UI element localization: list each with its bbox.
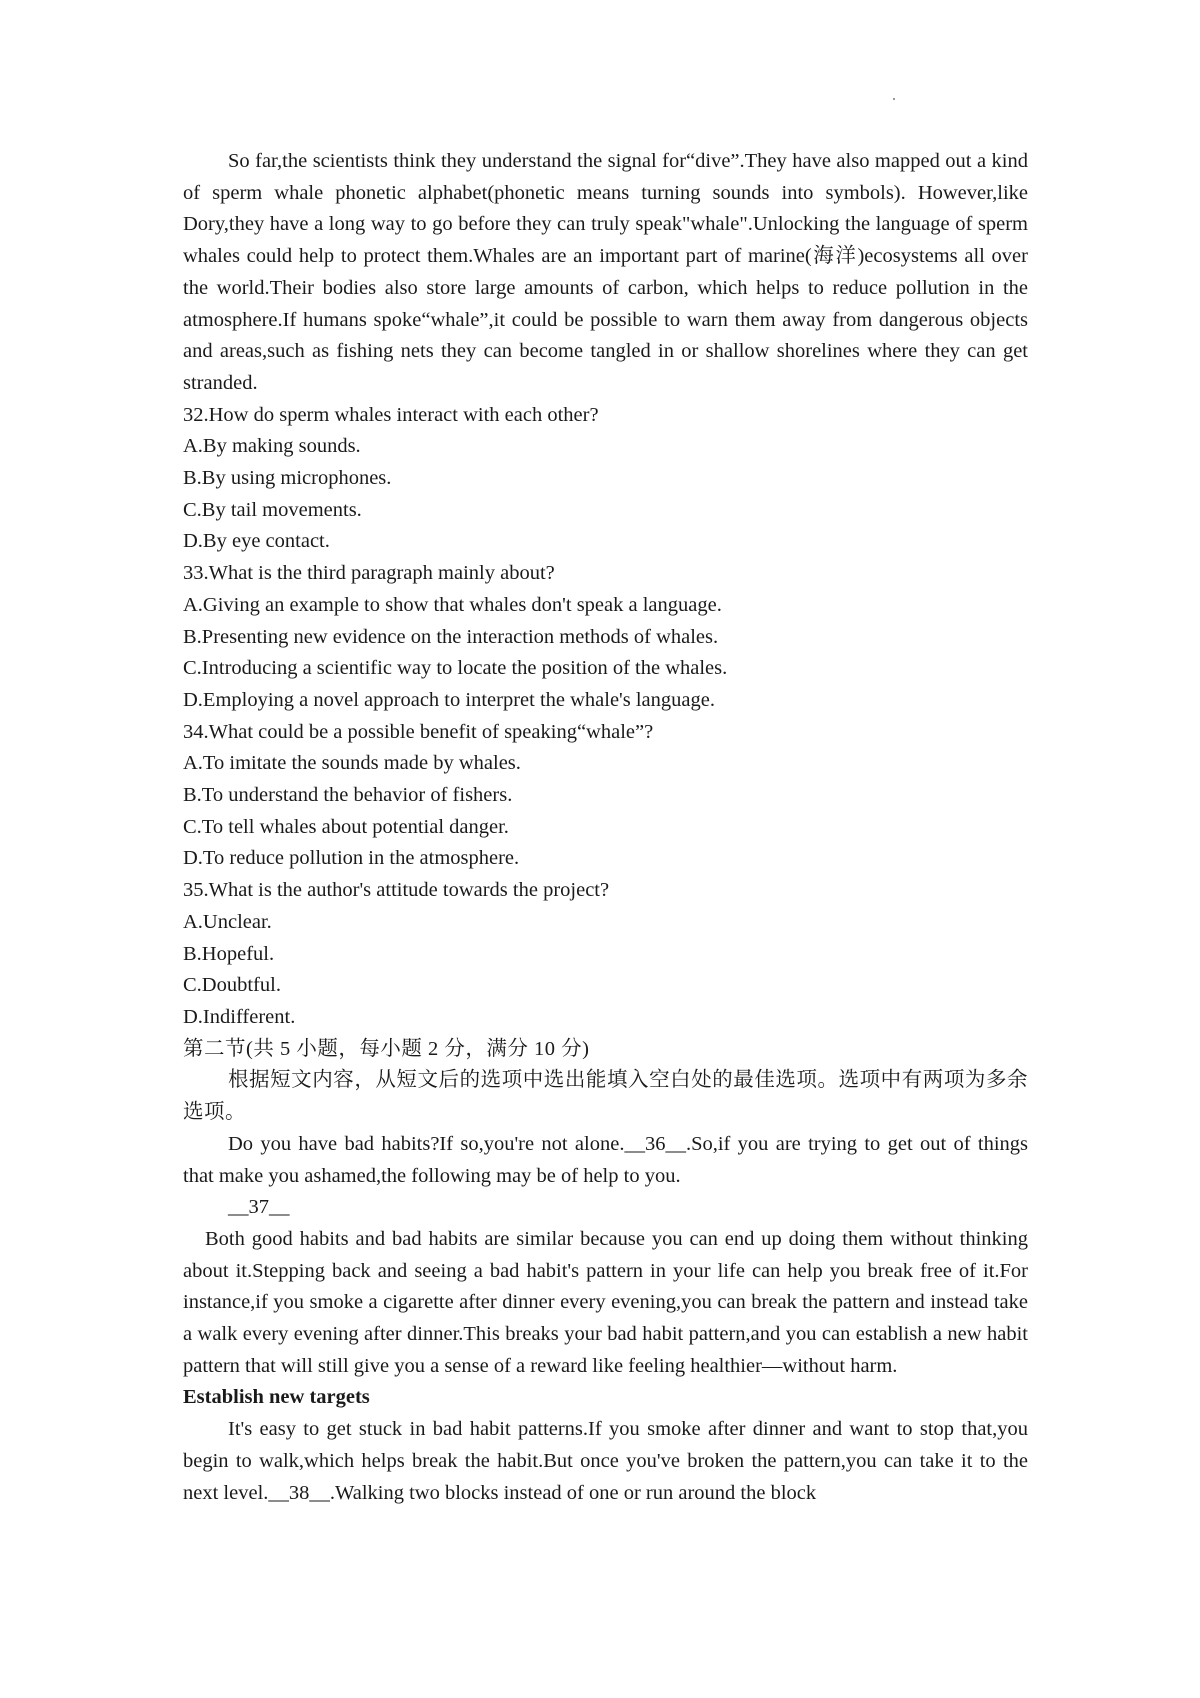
option-d: D.Indifferent. (183, 1005, 296, 1028)
question-stem: 33.What is the third paragraph mainly about? (183, 562, 555, 585)
question-stem: 35.What is the author's attitude towards the project? (183, 879, 610, 902)
option-b: B.To understand the behavior of fishers. (183, 784, 513, 807)
blank-37: __37__ (228, 1196, 290, 1219)
option-d: D.Employing a novel approach to interpret the whale's language. (183, 688, 715, 711)
question-stem: 34.What could be a possible benefit of speaking“whale”? (183, 720, 654, 743)
subheading: Establish new targets (183, 1386, 370, 1409)
option-d: D.To reduce pollution in the atmosphere. (183, 847, 520, 870)
question-35 (183, 875, 1028, 1034)
document-page (183, 146, 1028, 1509)
section-heading: 第二节(共 5 小题，每小题 2 分，满分 10 分) (183, 1037, 590, 1060)
option-a: A.By making sounds. (183, 435, 361, 458)
option-c: C.By tail movements. (183, 498, 362, 521)
scan-speck (893, 98, 895, 100)
new-targets-paragraph: It's easy to get stuck in bad habit patterns.If you smoke after dinner and want to stop that,you begin to walk,which helps break the habit.But once you've broken the pattern,you can take it to the next level.__38__.Walking two blocks instead of one or run around the block (183, 1418, 1028, 1504)
question-32 (183, 400, 1028, 559)
option-b: B.Hopeful. (183, 942, 275, 965)
habit-pattern-paragraph: Both good habits and bad habits are similar because you can end up doing them without thinking about it.Stepping back and seeing a bad habit's pattern in your life can help you break free of it.For instance,if you smoke a cigarette after dinner every evening,you can break the pattern and instead take a walk every evening after dinner.This breaks your bad habit pattern,and you can establish a new habit pattern that will still give you a sense of a reward like feeling healthier—without harm. (183, 1227, 1028, 1377)
question-33 (183, 558, 1028, 717)
question-stem: 32.How do sperm whales interact with each other? (183, 403, 599, 426)
intro-paragraph: Do you have bad habits?If so,you're not alone.__36__.So,if you are trying to get out of things that make you ashamed,the following may be of help to you. (183, 1132, 1028, 1187)
passage-paragraph: So far,the scientists think they understand the signal for“dive”.They have also mapped out a kind of sperm whale phonetic alphabet(phonetic means turning sounds into symbols). However,like Dory,they have a long way to go before they can truly speak"whale".Unlocking the language of sperm whales could help to protect them.Whales are an important part of marine(海洋)ecosystems all over the world.Their bodies also store large amounts of carbon, which helps to reduce pollution in the atmosphere.If humans spoke“whale”,it could be possible to warn them away from dangerous objects and areas,such as fishing nets they can become tangled in or shallow shorelines where they can get stranded. (183, 150, 1028, 394)
option-b: B.Presenting new evidence on the interaction methods of whales. (183, 625, 719, 648)
option-c: C.Introducing a scientific way to locate the position of the whales. (183, 657, 728, 680)
option-a: A.To imitate the sounds made by whales. (183, 752, 521, 775)
section-instruction: 根据短文内容，从短文后的选项中选出能填入空白处的最佳选项。选项中有两项为多余选项。 (183, 1069, 1028, 1124)
option-a: A.Unclear. (183, 910, 272, 933)
option-a: A.Giving an example to show that whales don't speak a language. (183, 593, 722, 616)
option-c: C.To tell whales about potential danger. (183, 815, 509, 838)
question-34 (183, 717, 1028, 876)
option-b: B.By using microphones. (183, 467, 392, 490)
option-c: C.Doubtful. (183, 974, 281, 997)
option-d: D.By eye contact. (183, 530, 330, 553)
